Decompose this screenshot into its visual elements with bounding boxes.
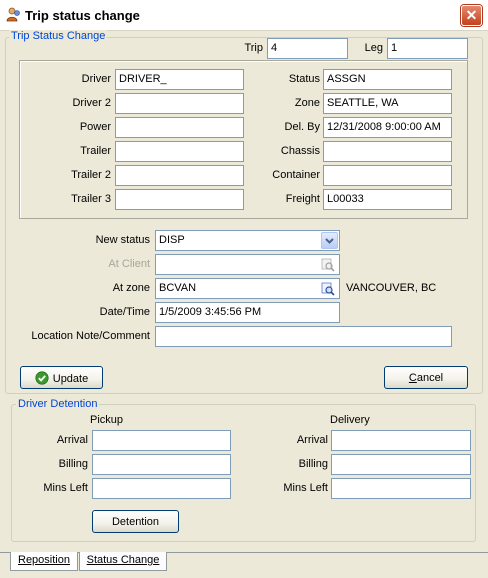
update-label: Update: [52, 373, 89, 385]
pickup-arrival-field[interactable]: [92, 430, 231, 451]
detention-button[interactable]: Detention: [92, 510, 179, 533]
new-status-label: New status: [95, 234, 150, 246]
delivery-billing-field[interactable]: [331, 454, 471, 475]
trailer3-field[interactable]: [115, 189, 244, 210]
delivery-arrival-field[interactable]: [331, 430, 471, 451]
trailer2-label: Trailer 2: [71, 169, 111, 181]
pickup-header: Pickup: [90, 414, 124, 426]
delivery-mins-left-label: Mins Left: [283, 482, 328, 494]
cancel-label: ancel: [416, 372, 444, 384]
update-button[interactable]: [20, 366, 103, 389]
at-client-label: At Client: [108, 258, 150, 270]
chassis-field[interactable]: [323, 141, 452, 162]
del-by-field[interactable]: 12/31/2008 9:00:00 AM: [323, 117, 452, 138]
tab-status-change-label: Status Change: [86, 554, 160, 566]
check-circle-icon: [35, 371, 49, 388]
del-by-label: Del. By: [284, 121, 320, 133]
chevron-down-icon: [322, 233, 337, 248]
at-client-field: [155, 254, 340, 275]
leg-label: Leg: [364, 42, 383, 54]
delivery-header: Delivery: [330, 414, 370, 426]
note-field[interactable]: [155, 326, 452, 347]
pickup-billing-field[interactable]: [92, 454, 231, 475]
freight-field[interactable]: L00033: [323, 189, 452, 210]
at-zone-label: At zone: [112, 282, 150, 294]
zone-label: Zone: [294, 97, 320, 109]
datetime-label: Date/Time: [99, 306, 150, 318]
pickup-billing-label: Billing: [58, 458, 88, 470]
pickup-arrival-label: Arrival: [56, 434, 88, 446]
close-button[interactable]: [461, 5, 482, 26]
cancel-mnemonic: C: [408, 372, 417, 384]
freight-label: Freight: [285, 193, 320, 205]
trip-status-legend: Trip Status Change: [11, 30, 106, 42]
tab-reposition[interactable]: [10, 552, 78, 571]
close-icon: ✕: [465, 7, 478, 23]
chassis-label: Chassis: [280, 145, 320, 157]
power-field[interactable]: [115, 117, 244, 138]
at-zone-lookup-icon[interactable]: [321, 282, 335, 296]
title-bar: [0, 0, 488, 31]
leg-field[interactable]: 1: [387, 38, 468, 59]
datetime-field[interactable]: 1/5/2009 3:45:56 PM: [155, 302, 340, 323]
delivery-mins-left-field[interactable]: [331, 478, 471, 499]
at-zone-field[interactable]: [155, 278, 340, 299]
trip-field[interactable]: 4: [267, 38, 348, 59]
trailer-label: Trailer: [80, 145, 111, 157]
driver2-field[interactable]: [115, 93, 244, 114]
trip-label: Trip: [244, 42, 263, 54]
power-label: Power: [79, 121, 111, 133]
driver-label: Driver: [81, 73, 111, 85]
zone-field[interactable]: SEATTLE, WA: [323, 93, 452, 114]
driver-field[interactable]: DRIVER_: [115, 69, 244, 90]
status-field[interactable]: ASSGN: [323, 69, 452, 90]
tab-status-change[interactable]: [79, 552, 167, 571]
pickup-mins-left-field[interactable]: [92, 478, 231, 499]
trailer2-field[interactable]: [115, 165, 244, 186]
new-status-value: DISP: [159, 234, 185, 246]
at-client-lookup-icon: [321, 258, 335, 272]
driver2-label: Driver 2: [72, 97, 111, 109]
user-person-icon: [6, 7, 21, 22]
note-label: Location Note/Comment: [31, 330, 150, 342]
new-status-select[interactable]: [155, 230, 340, 251]
window-title: Trip status change: [25, 8, 140, 23]
trailer-field[interactable]: [115, 141, 244, 162]
tab-reposition-label: Reposition: [18, 554, 70, 566]
new-status-dropdown-button[interactable]: [321, 232, 338, 249]
delivery-billing-label: Billing: [298, 458, 328, 470]
driver-detention-legend: Driver Detention: [18, 398, 98, 410]
at-zone-value: BCVAN: [159, 282, 197, 294]
delivery-arrival-label: Arrival: [296, 434, 328, 446]
at-zone-description: VANCOUVER, BC: [346, 282, 437, 294]
status-label: Status: [288, 73, 320, 85]
trailer3-label: Trailer 3: [71, 193, 111, 205]
container-label: Container: [272, 169, 320, 181]
pickup-mins-left-label: Mins Left: [43, 482, 88, 494]
cancel-button[interactable]: [384, 366, 468, 389]
container-field[interactable]: [323, 165, 452, 186]
